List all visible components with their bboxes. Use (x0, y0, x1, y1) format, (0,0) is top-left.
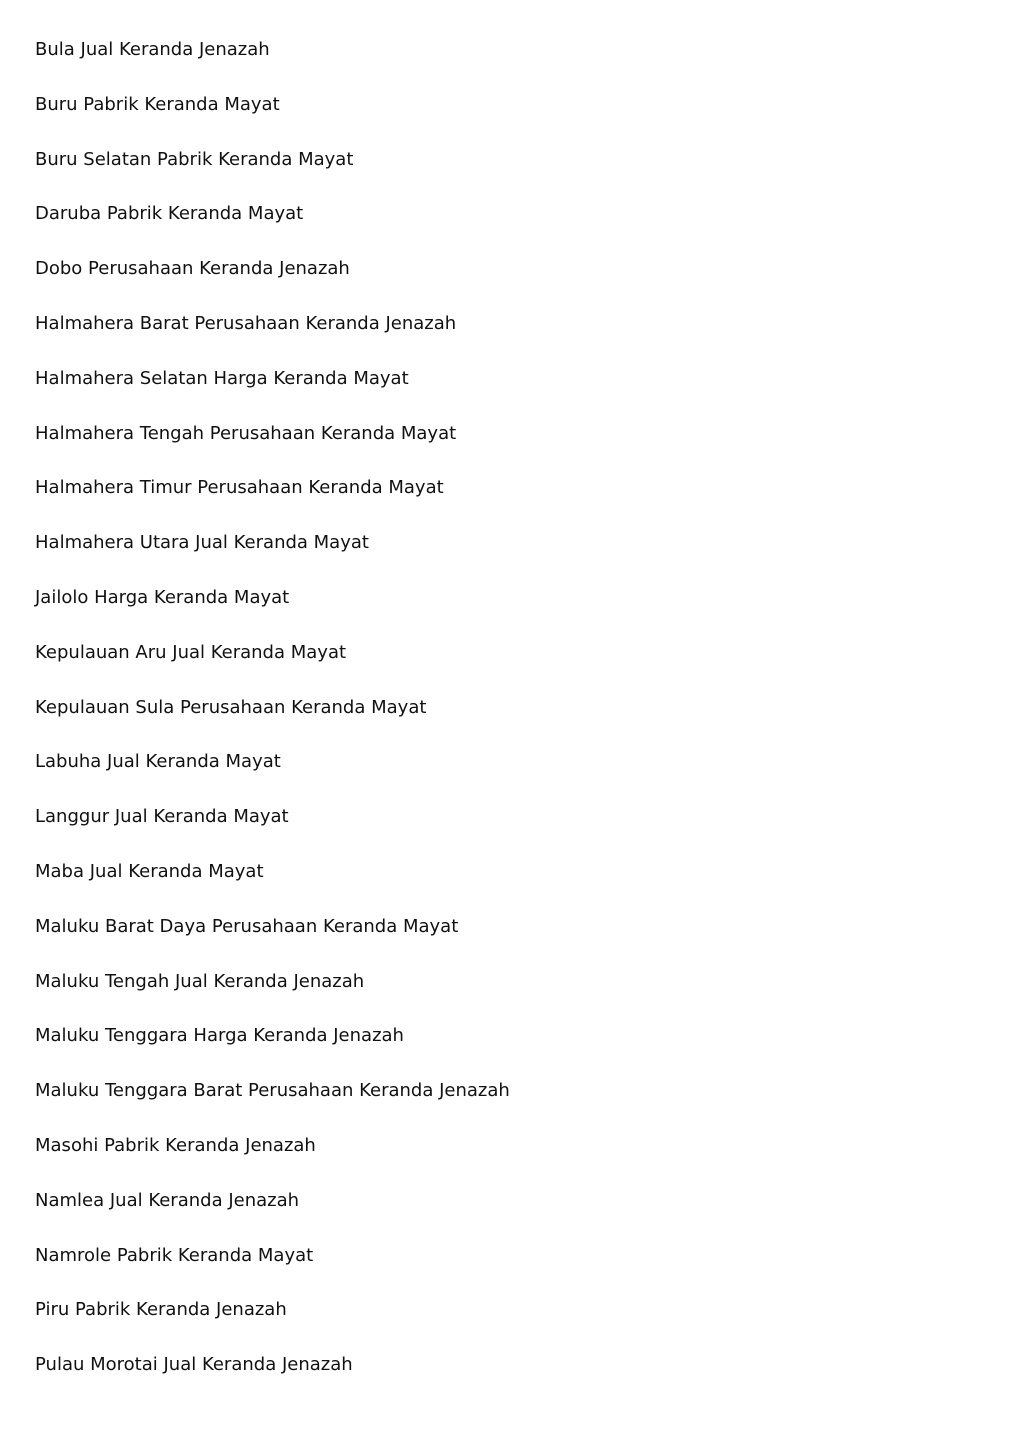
list-item (35, 1188, 995, 1243)
location-link[interactable]: Namlea Jual Keranda Jenazah (35, 1189, 300, 1211)
list-item (35, 366, 995, 421)
list-item (35, 1078, 995, 1133)
location-link[interactable]: Halmahera Selatan Harga Keranda Mayat (35, 367, 409, 389)
list-item (35, 421, 995, 476)
location-link[interactable]: Halmahera Barat Perusahaan Keranda Jenazah (35, 312, 457, 334)
list-item (35, 859, 995, 914)
list-item (35, 695, 995, 750)
list-item (35, 147, 995, 202)
list-item (35, 256, 995, 311)
location-link[interactable]: Halmahera Tengah Perusahaan Keranda Mayat (35, 422, 457, 444)
location-link[interactable]: Namrole Pabrik Keranda Mayat (35, 1244, 314, 1266)
location-link[interactable]: Buru Pabrik Keranda Mayat (35, 93, 280, 115)
location-link[interactable]: Maluku Barat Daya Perusahaan Keranda Mayat (35, 915, 459, 937)
location-link[interactable]: Labuha Jual Keranda Mayat (35, 751, 281, 773)
list-item (35, 585, 995, 640)
location-link[interactable]: Halmahera Utara Jual Keranda Mayat (35, 532, 369, 554)
list-item (35, 1297, 995, 1352)
list-item (35, 311, 995, 366)
location-link[interactable]: Pulau Morotai Jual Keranda Jenazah (35, 1354, 353, 1376)
location-link[interactable]: Halmahera Timur Perusahaan Keranda Mayat (35, 477, 444, 499)
list-item (35, 530, 995, 585)
list-item (35, 37, 995, 92)
location-link[interactable]: Kepulauan Aru Jual Keranda Mayat (35, 641, 347, 663)
list-item (35, 969, 995, 1024)
list-item (35, 749, 995, 804)
list-item (35, 1023, 995, 1078)
location-link[interactable]: Maluku Tenggara Harga Keranda Jenazah (35, 1025, 404, 1047)
location-link[interactable]: Kepulauan Sula Perusahaan Keranda Mayat (35, 696, 427, 718)
location-link-list (35, 37, 995, 1407)
location-link[interactable]: Bula Jual Keranda Jenazah (35, 39, 270, 60)
location-link[interactable]: Dobo Perusahaan Keranda Jenazah (35, 258, 350, 280)
location-link[interactable]: Daruba Pabrik Keranda Mayat (35, 203, 304, 225)
list-item (35, 640, 995, 695)
location-link[interactable]: Maba Jual Keranda Mayat (35, 860, 264, 882)
list-item (35, 201, 995, 256)
list-item (35, 92, 995, 147)
list-item (35, 804, 995, 859)
list-item (35, 1243, 995, 1298)
list-item (35, 1133, 995, 1188)
location-link[interactable]: Piru Pabrik Keranda Jenazah (35, 1299, 287, 1321)
list-item (35, 914, 995, 969)
list-item (35, 1352, 995, 1407)
location-link[interactable]: Maluku Tenggara Barat Perusahaan Keranda Jenazah (35, 1080, 510, 1102)
location-link[interactable]: Jailolo Harga Keranda Mayat (35, 586, 290, 608)
list-item (35, 475, 995, 530)
location-link[interactable]: Masohi Pabrik Keranda Jenazah (35, 1134, 316, 1156)
location-link[interactable]: Buru Selatan Pabrik Keranda Mayat (35, 148, 354, 170)
location-link[interactable]: Langgur Jual Keranda Mayat (35, 806, 289, 828)
location-link[interactable]: Maluku Tengah Jual Keranda Jenazah (35, 970, 365, 992)
